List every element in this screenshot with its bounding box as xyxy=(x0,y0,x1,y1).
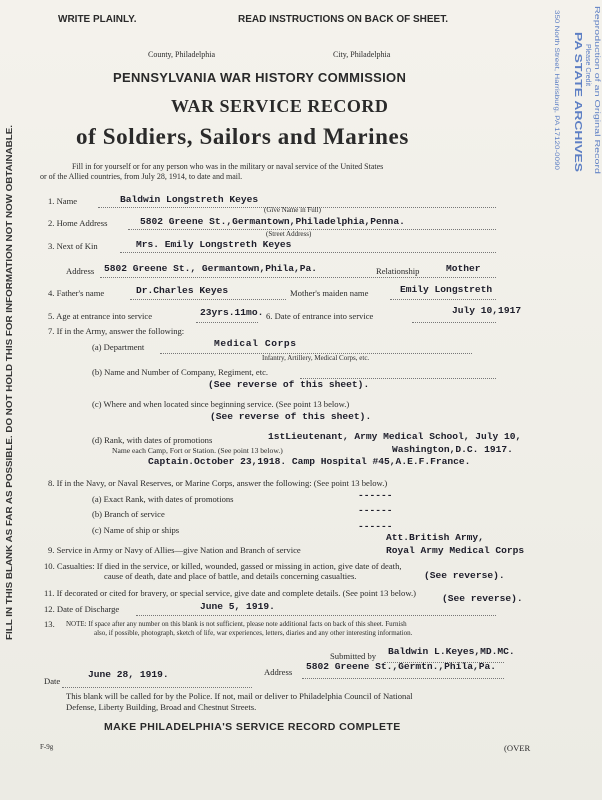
stamp-line-4: 350 North Street, Harrisburg, PA 17120-0090 xyxy=(553,10,560,140)
submitted-value: Baldwin L.Keyes,MD.MC. xyxy=(388,646,515,657)
address-label: Address xyxy=(66,266,95,276)
field-4-value: Dr.Charles Keyes xyxy=(136,285,229,296)
field-13-note-2: also, if possible, photograph, sketch of life, war experiences, letters, diaries and any other interesting information. xyxy=(94,629,413,637)
field-6-label: 6. Date of entrance into service xyxy=(266,311,374,321)
field-7-label: 7. If in the Army, answer the following: xyxy=(48,326,185,336)
field-10-label: 10. Casualties: If died in the service, or killed, wounded, gassed or missing in action, give date of death, xyxy=(44,561,402,571)
field-7b-label: (b) Name and Number of Company, Regiment, etc. xyxy=(92,367,269,377)
submission-address-line xyxy=(302,678,504,679)
field-9-value-2: Royal Army Medical Corps xyxy=(386,545,525,556)
field-13-label: 13. xyxy=(44,619,55,629)
field-1-value: Baldwin Longstreth Keyes xyxy=(120,194,259,205)
field-7d-value-3: Captain.October 23,1918. Camp Hospital #45,A.E.F.France. xyxy=(148,456,471,467)
archive-stamp xyxy=(545,4,599,180)
over-label: (OVER xyxy=(504,743,531,753)
city-label: City, Philadelphia xyxy=(333,50,391,59)
date-label: Date xyxy=(44,676,61,686)
stamp-line-1: Reproduction of an Original Record xyxy=(593,6,600,116)
field-8c-value: ------ xyxy=(358,521,393,532)
field-6-value: July 10,1917 xyxy=(452,305,522,316)
county-label: County, Philadelphia xyxy=(148,50,216,59)
field-1-label: 1. Name xyxy=(48,196,78,206)
field-10-label-2: cause of death, date and place of battle, and details concerning casualties. xyxy=(104,571,357,581)
field-9-value-1: Att.British Army, xyxy=(386,532,484,543)
submission-address-label: Address xyxy=(264,667,293,677)
field-13-note-1: NOTE: If space after any number on this blank is not sufficient, please note additional facts on back of this sheet. Furnish xyxy=(66,620,407,628)
date-value: June 28, 1919. xyxy=(88,669,169,680)
record-title: WAR SERVICE RECORD xyxy=(171,96,389,116)
date-line xyxy=(62,687,252,688)
field-7a-label: (a) Department xyxy=(92,342,145,352)
field-12-value: June 5, 1919. xyxy=(200,601,275,612)
field-7a-value: Medical Corps xyxy=(214,338,297,349)
stamp-line-2: Please Credit xyxy=(584,44,591,87)
field-3-line xyxy=(120,252,496,253)
submitted-label: Submitted by xyxy=(330,651,377,661)
field-2-hint: (Street Address) xyxy=(266,230,312,238)
field-8c-label: (c) Name of ship or ships xyxy=(92,525,180,535)
slogan: MAKE PHILADELPHIA'S SERVICE RECORD COMPLETE xyxy=(104,721,401,733)
field-7d-value-2: Washington,D.C. 1917. xyxy=(392,444,513,455)
field-5-line xyxy=(196,322,258,323)
field-9-label: 9. Service in Army or Navy of Allies—give Nation and Branch of service xyxy=(48,545,301,555)
intro-line-2: or of the Allied countries, from July 28, 1914, to date and mail. xyxy=(40,172,243,181)
field-8a-value: ------ xyxy=(358,490,393,501)
relationship-value: Mother xyxy=(446,263,481,274)
field-7c-label: (c) Where and when located since beginning service. (See point 13 below.) xyxy=(92,399,350,409)
field-8b-label: (b) Branch of service xyxy=(92,509,165,519)
field-5-label: 5. Age at entrance into service xyxy=(48,311,153,321)
field-12-label: 12. Date of Discharge xyxy=(44,604,120,614)
field-8a-label: (a) Exact Rank, with dates of promotions xyxy=(92,494,234,504)
field-7d-hint: Name each Camp, Fort or Station. (See point 13 below.) xyxy=(112,446,283,455)
field-2-line xyxy=(128,229,496,230)
field-2-value: 5802 Greene St.,Germantown,Philadelphia,Penna. xyxy=(140,216,405,227)
intro-line-1: Fill in for yourself or for any person who was in the military or naval service of the United States xyxy=(72,162,384,171)
field-11-value: (See reverse). xyxy=(442,593,523,604)
field-8-label: 8. If in the Navy, or Naval Reserves, or Marine Corps, answer the following: (See point 13 below.) xyxy=(48,478,388,488)
field-1-hint: (Give Name in Full) xyxy=(264,206,321,214)
police-line-2: Defense, Liberty Building, Broad and Chestnut Streets. xyxy=(66,702,257,712)
field-2-label: 2. Home Address xyxy=(48,218,108,228)
field-10-value: (See reverse). xyxy=(424,570,505,581)
field-7b-value: (See reverse of this sheet). xyxy=(208,379,370,390)
field-7d-value-1: 1stLieutenant, Army Medical School, July 10, xyxy=(268,431,522,442)
write-plainly: WRITE PLAINLY. xyxy=(58,14,137,25)
mother-value: Emily Longstreth xyxy=(400,284,493,295)
side-notice-text: FILL IN THIS BLANK AS FAR AS POSSIBLE. DO NOT HOLD THIS FOR INFORMATION NOT NOW OBTAINABLE. xyxy=(5,220,14,640)
relationship-label: Relationship xyxy=(376,266,420,276)
stamp-line-3: PA STATE ARCHIVES xyxy=(572,32,584,138)
address-value: 5802 Greene St., Germantown,Phila,Pa. xyxy=(104,263,318,274)
commission-title: PENNSYLVANIA WAR HISTORY COMMISSION xyxy=(113,70,407,85)
field-11-label: 11. If decorated or cited for bravery, or special service, give date and complete details. (See point 13 below.) xyxy=(44,588,417,598)
mother-line xyxy=(390,299,496,300)
address-line xyxy=(100,277,496,278)
field-8b-value: ------ xyxy=(358,505,393,516)
field-4-line xyxy=(130,299,286,300)
field-7d-label: (d) Rank, with dates of promotions xyxy=(92,435,213,445)
field-4-label: 4. Father's name xyxy=(48,288,105,298)
field-7c-value: (See reverse of this sheet). xyxy=(210,411,372,422)
field-3-label: 3. Next of Kin xyxy=(48,241,98,251)
field-7a-hint: Infantry, Artillery, Medical Corps, etc. xyxy=(262,354,370,362)
field-6-line xyxy=(412,322,496,323)
side-notice xyxy=(2,120,16,640)
submission-address-value: 5802 Greene St.,Germtn.,Phila,Pa. xyxy=(306,661,496,672)
mother-label: Mother's maiden name xyxy=(290,288,369,298)
record-subtitle: of Soldiers, Sailors and Marines xyxy=(76,124,409,149)
police-line-1: This blank will be called for by the Police. If not, mail or deliver to Philadelphia Council of National xyxy=(66,691,413,701)
read-instructions: READ INSTRUCTIONS ON BACK OF SHEET. xyxy=(238,14,449,25)
field-5-value: 23yrs.11mo. xyxy=(200,307,264,318)
field-3-value: Mrs. Emily Longstreth Keyes xyxy=(136,239,292,250)
form-code: F-9g xyxy=(40,743,54,751)
field-12-line xyxy=(136,615,496,616)
